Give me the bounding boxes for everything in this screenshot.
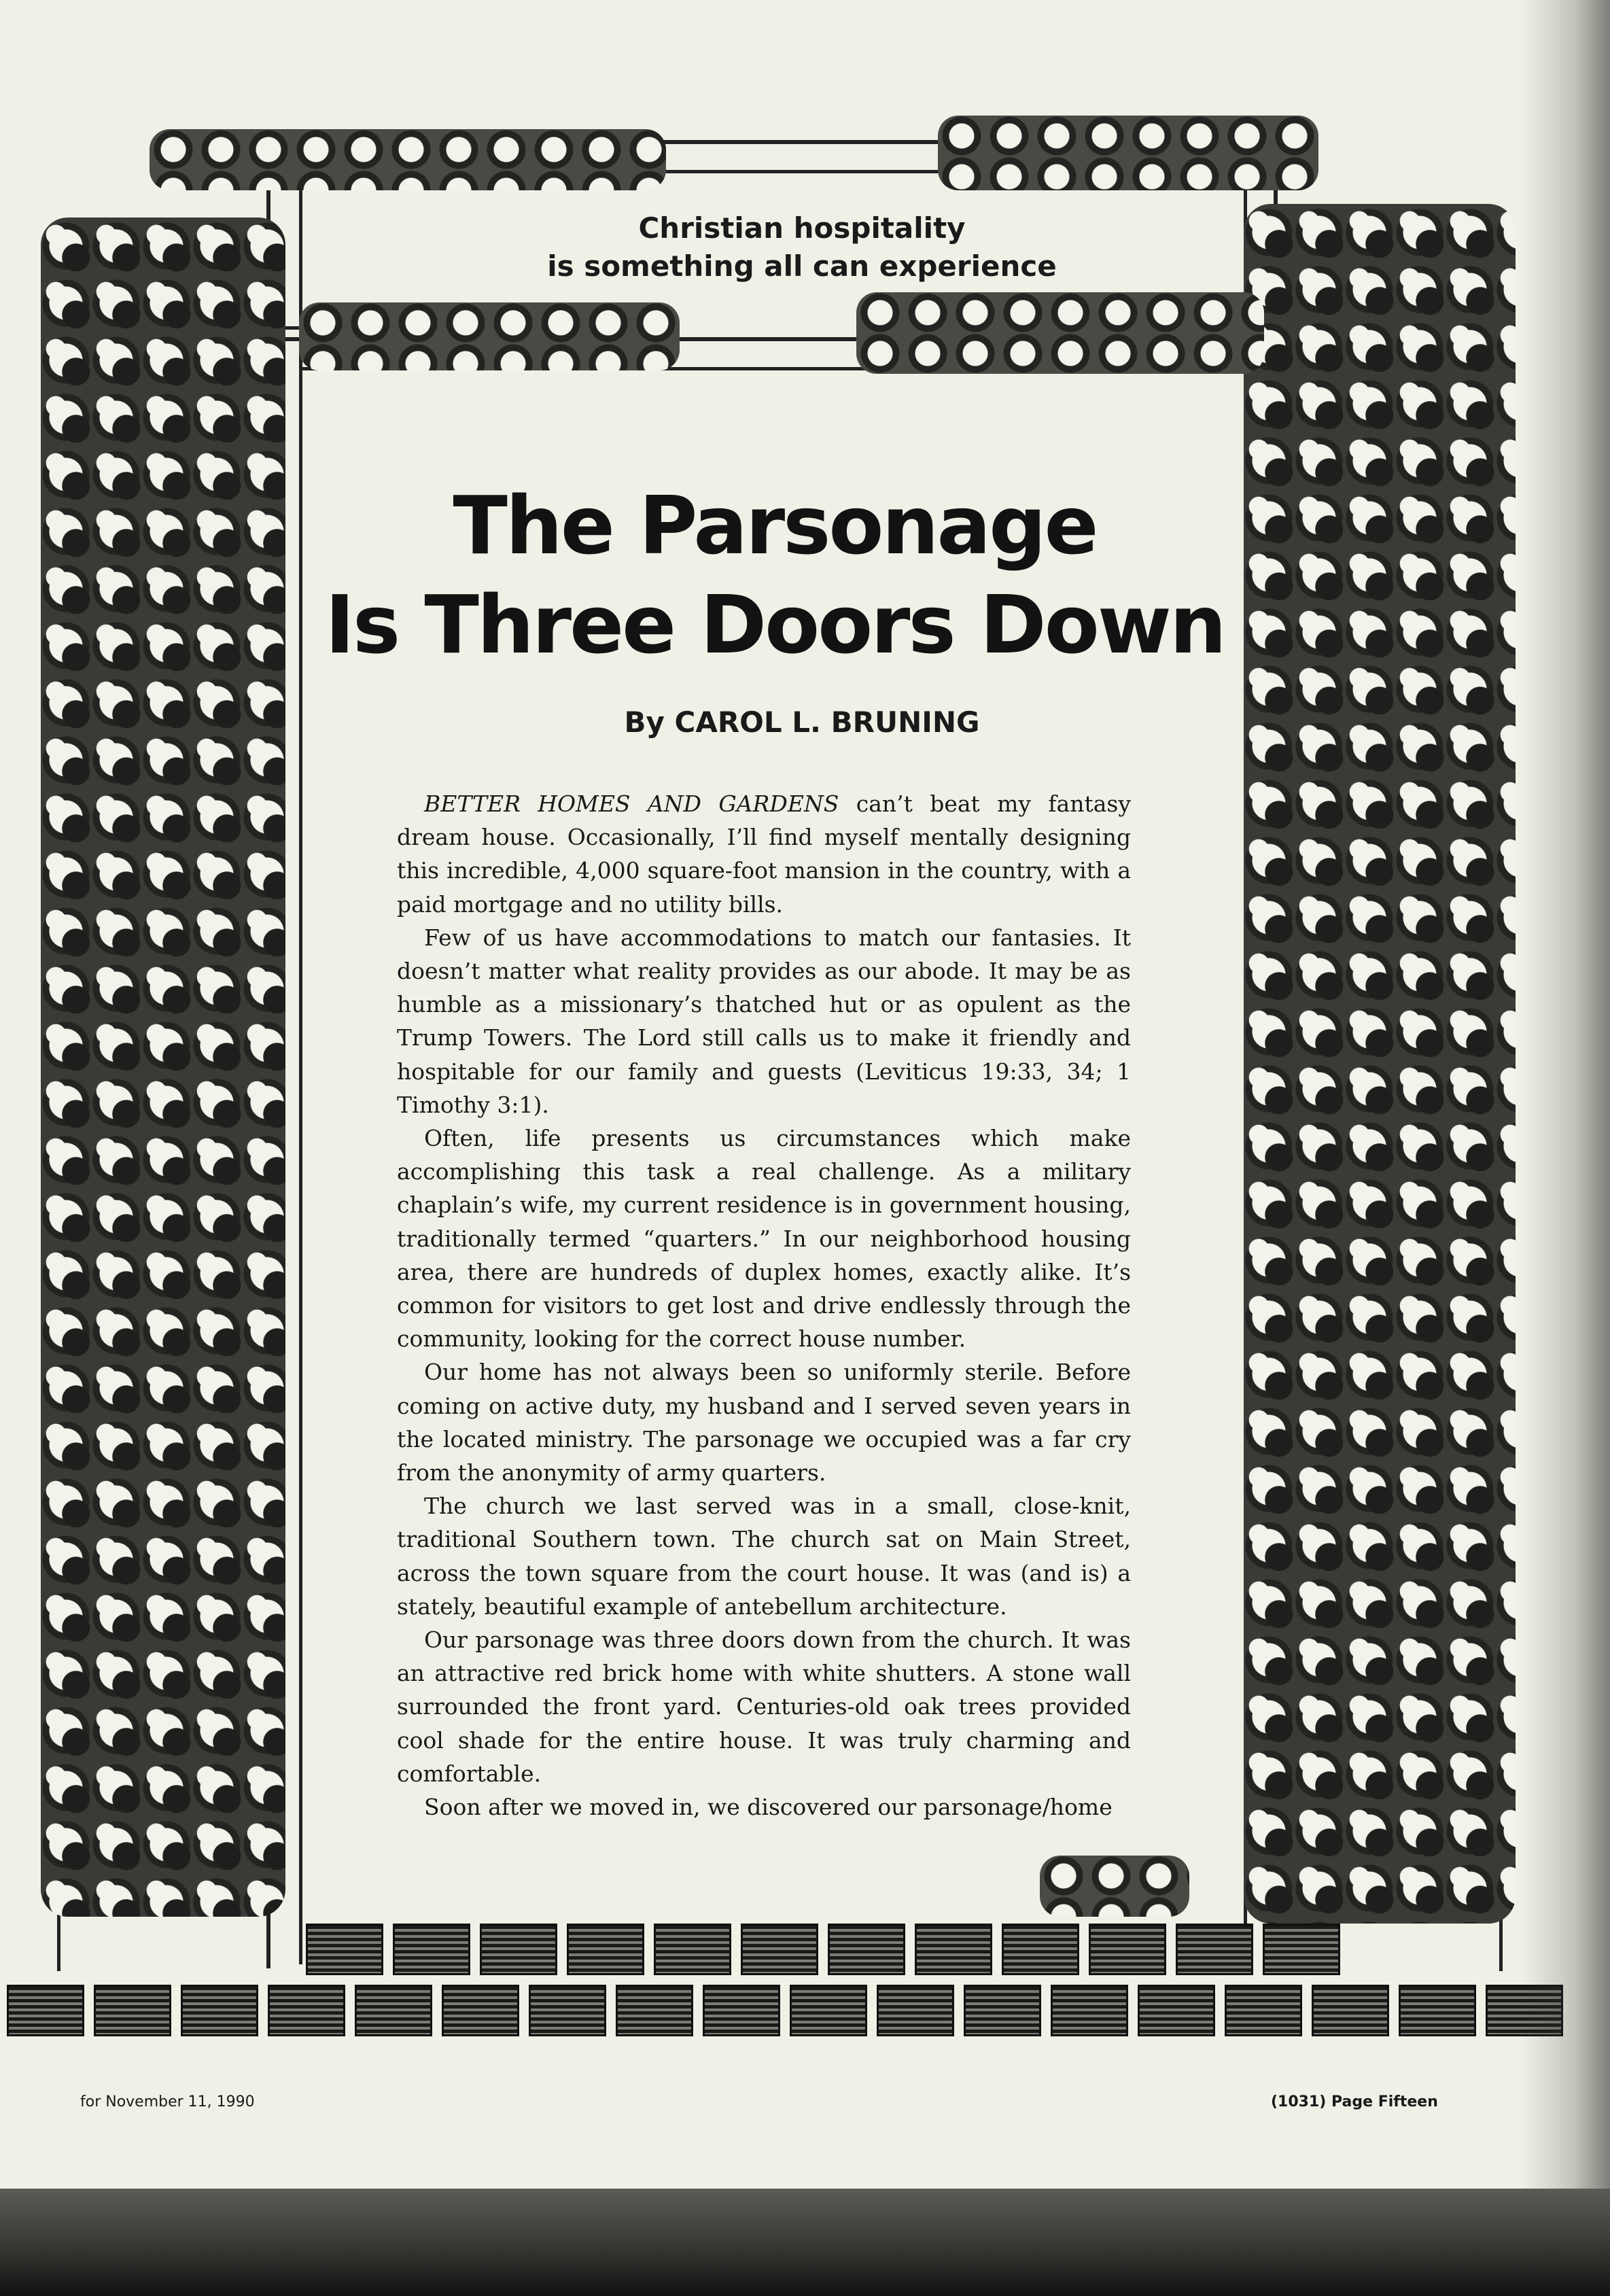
brick [616,1985,693,2036]
issue-date: for November 11, 1990 [80,2093,255,2110]
brick [654,1924,731,1975]
magazine-name: BETTER HOMES AND GARDENS [424,790,839,817]
paragraph-3: Often, life presents us circumstances which make accomplishing this task a real challenge. As a military chaplain’s wife, my current residence is in government housing, traditionally termed “quarters.” In our neighborhood housing area, there are hundreds of duplex homes, exactly alike. It’s common for visitors to get lost and drive endlessly through the community, looking for the correct house number. [397,1125,1131,1353]
rose-sprig-icon [1040,1856,1189,1917]
rose-garland-top-left-icon [150,129,666,190]
brick [393,1924,470,1975]
brick [7,1985,84,2036]
brick [1225,1985,1302,2036]
title-line-1: The Parsonage [453,479,1097,572]
brick [741,1924,818,1975]
brick-wall-icon [7,1924,1502,2039]
brick [1051,1985,1128,2036]
brick [877,1985,954,2036]
title-line-2: Is Three Doors Down [325,578,1225,672]
rose-garland-lintel-left-icon [299,302,680,370]
brick [567,1924,644,1975]
kicker-line-1: Christian hospitality [638,211,966,245]
kicker [476,209,1128,285]
brick [828,1924,905,1975]
paragraph-4: Our home has not always been so uniformly sterile. Before coming on active duty, my husband and I served seven years in the located ministry. The parsonage we occupied was a far cry from the anonymity of army quarters. [397,1359,1131,1486]
scan-bottom-edge [0,2189,1610,2296]
rose-vine-icon [41,218,285,1917]
brick [1002,1924,1079,1975]
brick [355,1985,432,2036]
brick [94,1985,171,2036]
trellis-left-post-inner [299,170,302,1964]
brick [306,1924,383,1975]
brick [1399,1985,1476,2036]
brick [529,1985,606,2036]
rose-vine-right-icon [1244,204,1516,1924]
paragraph-5: The church we last served was in a small, close-knit, traditional Southern town. The church sat on Main Street, across the town square from the court house. It was (and is) a stately, beautiful example of antebellum architecture. [397,1493,1131,1620]
paragraph-1 [397,787,1131,921]
brick [1312,1985,1389,2036]
paragraph-6: Our parsonage was three doors down from the church. It was an attractive red brick home with white shutters. A stone wall surrounded the front yard. Centuries-old oak trees provided cool shade for the entire house. It was truly charming and comfortable. [397,1627,1131,1787]
brick [964,1985,1041,2036]
brick [268,1985,345,2036]
brick [442,1985,519,2036]
paragraph-1-text: can’t beat my fantasy dream house. Occasionally, I’ll find myself mentally designing this incredible, 4,000 square-foot mansion in the country, with a paid mortgage and no utility bills. [397,790,1131,918]
brick-row-upper [306,1924,1340,1975]
brick [1138,1985,1215,2036]
brick [1089,1924,1166,1975]
binding-shadow [1522,0,1610,2189]
paragraph-2: Few of us have accommodations to match our fantasies. It doesn’t matter what reality provides as our abode. It may be as humble as a missionary’s thatched hut or as opulent as the Trump Towers. The Lord still calls us to make it friendly and hospitable for our family and guests (Leviticus 19:33, 34; 1 Timothy 3:1). [397,924,1131,1118]
brick [1263,1924,1340,1975]
brick [790,1985,867,2036]
page-number: (1031) Page Fifteen [1271,2093,1438,2110]
rose-garland-lintel-right-icon [856,292,1264,374]
paragraph-7: Soon after we moved in, we discovered our parsonage/home [424,1794,1113,1821]
brick-row-lower [7,1985,1563,2036]
article-title [319,476,1230,674]
article-body [397,787,1131,1824]
rose-garland-top-right-icon [938,116,1318,190]
brick [915,1924,992,1975]
kicker-line-2: is something all can experience [547,249,1057,283]
brick [480,1924,557,1975]
byline: By CAROL L. BRUNING [624,706,980,739]
brick [1176,1924,1253,1975]
brick [703,1985,780,2036]
brick [181,1985,258,2036]
